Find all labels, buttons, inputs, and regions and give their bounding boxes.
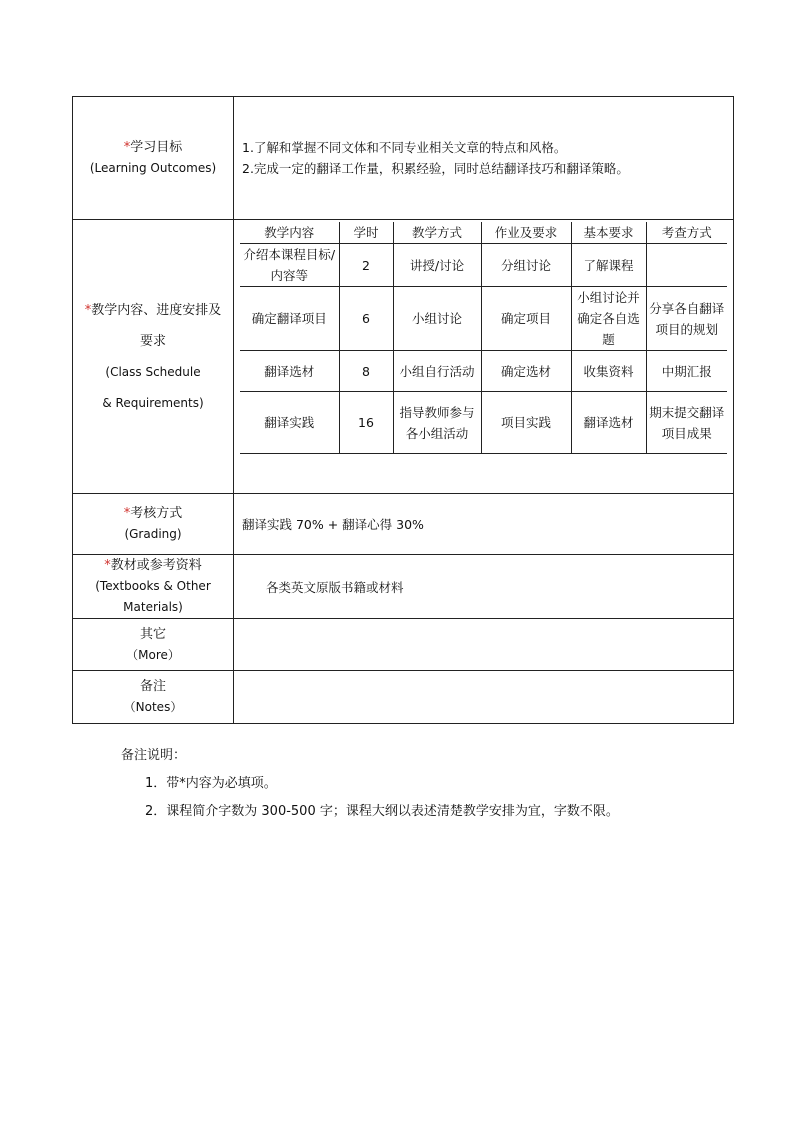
table-cell: 小组讨论 (393, 287, 481, 351)
table-cell (646, 244, 727, 287)
textbooks-label (73, 555, 234, 619)
outcomes-content (234, 97, 734, 220)
footnote-item: 2．课程简介字数为 300-500 字；课程大纲以表述清楚教学安排为宜，字数不限。 (145, 804, 619, 819)
textbooks-label-cn: 教材或参考资料 (110, 558, 202, 573)
header-cell: 考查方式 (646, 222, 727, 244)
outcomes-row (73, 97, 734, 220)
more-label (73, 619, 234, 671)
table-cell: 确定选材 (481, 351, 571, 392)
header-cell: 教学内容 (240, 222, 339, 244)
footnote-item: 1．带*内容为必填项。 (145, 776, 277, 791)
grading-label-en: (Grading) (124, 527, 182, 541)
table-cell: 中期汇报 (646, 351, 727, 392)
table-cell: 小组自行活动 (393, 351, 481, 392)
table-cell: 了解课程 (571, 244, 646, 287)
required-star: * (123, 506, 131, 521)
schedule-label-cn2: 要求 (139, 333, 166, 349)
textbooks-value: 各类英文原版书籍或材料 (234, 555, 734, 619)
outcomes-label-en: (Learning Outcomes) (89, 161, 217, 175)
table-row (240, 351, 727, 392)
textbooks-label-en2: Materials) (123, 600, 183, 614)
table-cell: 6 (339, 287, 393, 351)
grading-value: 翻译实践 70% + 翻译心得 30% (234, 494, 734, 555)
grading-label-cn: 考核方式 (130, 506, 183, 521)
table-cell: 16 (339, 392, 393, 454)
notes-row (73, 671, 734, 724)
schedule-label-en: (Class Schedule (105, 364, 201, 379)
table-row (240, 244, 727, 287)
header-cell: 教学方式 (393, 222, 481, 244)
schedule-table (240, 222, 727, 454)
notes-value (234, 671, 734, 724)
outcomes-label (73, 97, 234, 220)
table-row (240, 392, 727, 454)
syllabus-table (72, 96, 734, 724)
table-row (240, 287, 727, 351)
table-cell: 分享各自翻译项目的规划 (646, 287, 727, 351)
table-cell: 指导教师参与各小组活动 (393, 392, 481, 454)
more-value (234, 619, 734, 671)
header-cell: 基本要求 (571, 222, 646, 244)
schedule-header-row (240, 222, 727, 244)
table-cell: 翻译选材 (240, 351, 339, 392)
table-cell: 翻译实践 (240, 392, 339, 454)
textbooks-label-en: (Textbooks & Other (95, 579, 211, 593)
header-cell: 作业及要求 (481, 222, 571, 244)
outcome-line: 1.了解和掌握不同文体和不同专业相关文章的特点和风格。 (242, 140, 567, 155)
required-star: * (84, 302, 92, 318)
table-cell: 分组讨论 (481, 244, 571, 287)
outcomes-label-cn: 学习目标 (130, 140, 183, 155)
table-cell: 确定项目 (481, 287, 571, 351)
notes-label-cn: 备注 (139, 679, 166, 694)
required-star: * (123, 140, 131, 155)
table-cell: 项目实践 (481, 392, 571, 454)
footnotes-title: 备注说明： (121, 748, 187, 763)
schedule-label (73, 220, 234, 494)
header-cell: 学时 (339, 222, 393, 244)
schedule-label-cn: 教学内容、进度安排及 (91, 302, 222, 318)
table-cell: 2 (339, 244, 393, 287)
table-cell: 翻译选材 (571, 392, 646, 454)
table-cell: 确定翻译项目 (240, 287, 339, 351)
table-cell: 收集资料 (571, 351, 646, 392)
footnotes (121, 742, 619, 826)
table-cell: 小组讨论并确定各自选题 (571, 287, 646, 351)
schedule-label-en2: & Requirements) (102, 395, 204, 410)
schedule-content (234, 220, 734, 494)
notes-label-en: （Notes） (123, 700, 183, 714)
more-label-cn: 其它 (139, 626, 166, 642)
grading-row (73, 494, 734, 555)
schedule-row (73, 220, 734, 494)
table-cell: 8 (339, 351, 393, 392)
notes-label (73, 671, 234, 724)
grading-label (73, 494, 234, 555)
more-row (73, 619, 734, 671)
textbooks-row (73, 555, 734, 619)
outcome-line: 2.完成一定的翻译工作量，积累经验，同时总结翻译技巧和翻译策略。 (242, 161, 629, 176)
more-label-en: （More） (126, 647, 180, 662)
table-cell: 讲授/讨论 (393, 244, 481, 287)
required-star: * (104, 558, 111, 573)
table-cell: 介绍本课程目标/内容等 (240, 244, 339, 287)
table-cell: 期末提交翻译项目成果 (646, 392, 727, 454)
